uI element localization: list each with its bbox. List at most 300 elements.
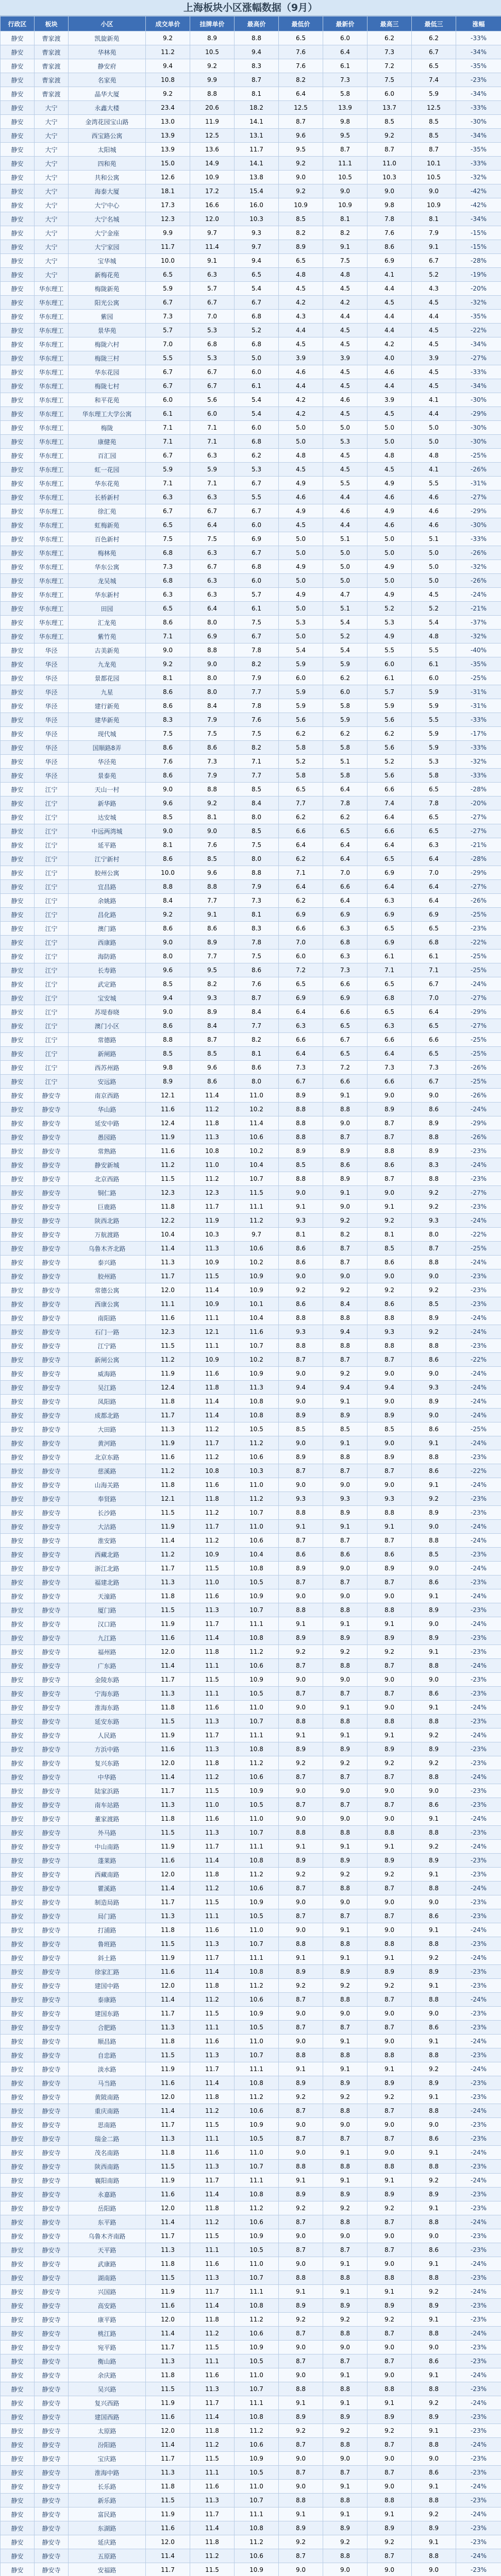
table-cell: 9.0 xyxy=(279,2229,323,2243)
table-cell: 8.9 xyxy=(279,2188,323,2201)
table-cell: 9.1 xyxy=(279,1200,323,1214)
table-cell: 9.0 xyxy=(146,1005,190,1019)
table-cell: 5.9 xyxy=(146,282,190,296)
table-cell: 4.9 xyxy=(279,477,323,490)
table-cell: 静安寺 xyxy=(35,2466,69,2480)
table-cell: 蓬莱路 xyxy=(69,1854,146,1868)
table-cell: 9.8 xyxy=(146,1061,190,1075)
table-cell: -23% xyxy=(456,1548,501,1562)
table-cell: 9.0 xyxy=(368,2035,412,2048)
table-cell: 8.7 xyxy=(323,1770,368,1784)
table-cell: 8.8 xyxy=(412,1450,456,1464)
table-cell: 9.2 xyxy=(279,2424,323,2438)
table-cell: 5.9 xyxy=(412,741,456,755)
table-cell: 11.8 xyxy=(190,1979,235,1993)
table-cell: 9.0 xyxy=(412,184,456,198)
table-cell: 静安寺 xyxy=(35,1269,69,1283)
table-cell: 8.8 xyxy=(412,2382,456,2396)
table-cell: 6.5 xyxy=(279,31,323,45)
table-cell: 静安 xyxy=(1,1687,35,1701)
table-cell: 8.5 xyxy=(190,1047,235,1061)
table-cell: -31% xyxy=(456,699,501,713)
table-cell: 8.7 xyxy=(368,1770,412,1784)
table-cell: 5.2 xyxy=(323,630,368,643)
table-cell: 11.0 xyxy=(235,2146,279,2160)
table-row xyxy=(1,45,501,59)
table-cell: 静安 xyxy=(1,1103,35,1116)
table-cell: 4.9 xyxy=(368,560,412,574)
table-cell: 11.2 xyxy=(235,1436,279,1450)
table-cell: 23.4 xyxy=(146,101,190,115)
table-row xyxy=(1,546,501,560)
table-cell: 静安 xyxy=(1,2424,35,2438)
table-cell: -27% xyxy=(456,810,501,824)
table-cell: 9.1 xyxy=(279,1520,323,1534)
table-cell: 8.8 xyxy=(235,866,279,880)
table-cell: 11.4 xyxy=(146,2215,190,2229)
table-cell: 龙吴城 xyxy=(69,574,146,588)
table-cell: 8.9 xyxy=(146,1075,190,1089)
data-table xyxy=(0,16,501,2576)
table-cell: 8.6 xyxy=(235,963,279,977)
table-cell: -23% xyxy=(456,2424,501,2438)
table-cell: 梅陇三村 xyxy=(69,351,146,365)
table-cell: -23% xyxy=(456,2466,501,2480)
table-cell: 大宁 xyxy=(35,157,69,171)
table-cell: 静安 xyxy=(1,1673,35,1687)
table-cell: 10.5 xyxy=(235,1575,279,1589)
table-row xyxy=(1,1381,501,1395)
table-cell: 9.5 xyxy=(323,129,368,143)
table-cell: 大宁 xyxy=(35,143,69,157)
table-cell: 8.9 xyxy=(412,1854,456,1868)
table-cell: 6.2 xyxy=(279,810,323,824)
table-cell: 静安寺 xyxy=(35,2257,69,2271)
table-cell: 9.1 xyxy=(412,1812,456,1826)
table-cell: 静安 xyxy=(1,184,35,198)
table-cell: 4.4 xyxy=(368,282,412,296)
table-cell: 9.3 xyxy=(412,1214,456,1228)
table-cell: 8.8 xyxy=(412,2494,456,2507)
table-cell: 8.1 xyxy=(368,1228,412,1242)
table-cell: 9.0 xyxy=(279,171,323,184)
table-cell: 静安 xyxy=(1,407,35,421)
table-cell: -19% xyxy=(456,268,501,282)
table-row xyxy=(1,2480,501,2494)
table-cell: 静安寺 xyxy=(35,2201,69,2215)
table-cell: 6.4 xyxy=(323,894,368,908)
table-cell: 9.2 xyxy=(323,1979,368,1993)
table-cell: 静安 xyxy=(1,1826,35,1840)
table-cell: 11.8 xyxy=(146,1395,190,1409)
table-cell: 9.2 xyxy=(323,2201,368,2215)
table-cell: 9.2 xyxy=(412,1325,456,1339)
table-cell: 静安 xyxy=(1,894,35,908)
table-cell: 8.7 xyxy=(190,1033,235,1047)
table-cell: -24% xyxy=(456,2396,501,2410)
table-cell: 大宁 xyxy=(35,101,69,115)
table-cell: 9.0 xyxy=(323,1784,368,1798)
table-cell: 11.2 xyxy=(235,1492,279,1506)
table-cell: 6.3 xyxy=(412,838,456,852)
table-cell: 11.9 xyxy=(146,1436,190,1450)
table-cell: 乌鲁木齐北路 xyxy=(69,1242,146,1256)
table-cell: 11.8 xyxy=(146,1812,190,1826)
table-row xyxy=(1,365,501,379)
table-cell: 5.0 xyxy=(412,574,456,588)
table-cell: 9.6 xyxy=(190,866,235,880)
table-cell: 3.9 xyxy=(412,351,456,365)
table-cell: 12.4 xyxy=(146,1116,190,1130)
table-cell: 7.0 xyxy=(279,936,323,950)
table-cell: 8.9 xyxy=(323,2410,368,2424)
table-row xyxy=(1,1436,501,1450)
table-cell: 6.2 xyxy=(323,810,368,824)
table-cell: 静安 xyxy=(1,1923,35,1937)
table-cell: 曹家渡 xyxy=(35,87,69,101)
table-cell: 静安寺 xyxy=(35,1464,69,1478)
table-row xyxy=(1,143,501,157)
table-cell: 静安寺 xyxy=(35,2521,69,2535)
table-cell: -27% xyxy=(456,824,501,838)
table-row xyxy=(1,2201,501,2215)
table-cell: 曹家渡 xyxy=(35,45,69,59)
table-cell: 静安寺 xyxy=(35,2229,69,2243)
table-cell: 静安 xyxy=(1,1395,35,1409)
table-cell: 9.4 xyxy=(146,59,190,73)
table-row xyxy=(1,2021,501,2035)
table-cell: 静安 xyxy=(1,282,35,296)
table-cell: 6.9 xyxy=(368,908,412,922)
table-cell: 静安 xyxy=(1,143,35,157)
table-cell: 4.8 xyxy=(279,268,323,282)
table-cell: 8.8 xyxy=(368,2382,412,2396)
table-cell: 6.7 xyxy=(190,365,235,379)
table-cell: 9.0 xyxy=(279,2452,323,2466)
table-cell: 6.9 xyxy=(323,991,368,1005)
table-cell: 静安 xyxy=(1,1506,35,1520)
table-cell: -24% xyxy=(456,2174,501,2188)
table-cell: 静安寺 xyxy=(35,1367,69,1381)
table-cell: 9.1 xyxy=(368,2285,412,2299)
table-cell: 11.5 xyxy=(190,2007,235,2021)
table-cell: 11.4 xyxy=(190,1089,235,1103)
table-cell: 9.0 xyxy=(279,1436,323,1450)
table-cell: 静安 xyxy=(1,810,35,824)
table-cell: 4.9 xyxy=(368,630,412,643)
table-row xyxy=(1,2410,501,2424)
table-cell: 6.7 xyxy=(146,379,190,393)
table-cell: 5.1 xyxy=(323,602,368,616)
table-cell: 8.8 xyxy=(279,1172,323,1186)
table-cell: 汇龙苑 xyxy=(69,616,146,630)
table-row xyxy=(1,838,501,852)
table-row xyxy=(1,2146,501,2160)
table-cell: 静安 xyxy=(1,588,35,602)
table-cell: 4.4 xyxy=(412,407,456,421)
table-cell: 静安寺 xyxy=(35,1728,69,1742)
table-cell: -25% xyxy=(456,1075,501,1089)
table-cell: 18.1 xyxy=(146,184,190,198)
table-row xyxy=(1,1659,501,1673)
table-cell: 11.3 xyxy=(146,2466,190,2480)
table-cell: 太阳城 xyxy=(69,143,146,157)
table-cell: 7.5 xyxy=(146,532,190,546)
table-cell: 9.1 xyxy=(279,1728,323,1742)
table-cell: 大沽路 xyxy=(69,1520,146,1534)
table-cell: 9.1 xyxy=(368,1951,412,1965)
table-cell: 9.0 xyxy=(368,1269,412,1283)
table-cell: 福州路 xyxy=(69,1645,146,1659)
table-cell: 11.3 xyxy=(190,1242,235,1256)
table-cell: 9.2 xyxy=(279,2090,323,2104)
table-cell: 9.2 xyxy=(412,2285,456,2299)
table-cell: -26% xyxy=(456,546,501,560)
table-cell: 10.6 xyxy=(235,2438,279,2452)
table-cell: 5.9 xyxy=(190,463,235,477)
table-cell: 11.5 xyxy=(146,2382,190,2396)
table-cell: 江宁 xyxy=(35,991,69,1005)
table-cell: 11.8 xyxy=(146,2146,190,2160)
table-cell: 10.6 xyxy=(235,1130,279,1144)
table-cell: 陕西北路 xyxy=(69,1214,146,1228)
table-cell: 9.4 xyxy=(279,1381,323,1395)
table-cell: 7.6 xyxy=(235,713,279,727)
table-cell: 8.9 xyxy=(323,1409,368,1422)
table-cell: 静安 xyxy=(1,1728,35,1742)
table-cell: -24% xyxy=(456,2062,501,2076)
table-cell: 9.0 xyxy=(368,1812,412,1826)
table-cell: 静安 xyxy=(1,2327,35,2341)
table-cell: -35% xyxy=(456,657,501,671)
table-cell: 6.3 xyxy=(323,950,368,963)
table-cell: 7.5 xyxy=(368,73,412,87)
table-cell: 厦门路 xyxy=(69,1603,146,1617)
table-cell: 4.5 xyxy=(368,463,412,477)
table-cell: 11.4 xyxy=(146,1770,190,1784)
table-cell: 7.5 xyxy=(235,727,279,741)
table-cell: 6.9 xyxy=(368,254,412,268)
table-cell: 9.1 xyxy=(368,1200,412,1214)
table-cell: 静安寺 xyxy=(35,2048,69,2062)
table-row xyxy=(1,1228,501,1242)
table-cell: 9.2 xyxy=(412,1756,456,1770)
table-cell: 9.1 xyxy=(412,2146,456,2160)
table-cell: 11.8 xyxy=(146,2368,190,2382)
table-cell: 徐汇苑 xyxy=(69,504,146,518)
table-cell: 11.2 xyxy=(235,1214,279,1228)
table-cell: 静安 xyxy=(1,435,35,449)
table-cell: 静安寺 xyxy=(35,2382,69,2396)
table-row xyxy=(1,1075,501,1089)
table-cell: 11.3 xyxy=(190,1937,235,1951)
table-cell: 5.4 xyxy=(323,616,368,630)
table-cell: 11.0 xyxy=(235,2257,279,2271)
table-cell: 4.5 xyxy=(368,407,412,421)
table-cell: 静安 xyxy=(1,2076,35,2090)
table-cell: 6.5 xyxy=(412,783,456,796)
table-cell: 5.3 xyxy=(190,351,235,365)
table-row xyxy=(1,2007,501,2021)
table-cell: -23% xyxy=(456,73,501,87)
table-cell: 9.1 xyxy=(323,1395,368,1409)
table-cell: -24% xyxy=(456,977,501,991)
table-cell: 7.5 xyxy=(235,838,279,852)
table-cell: -23% xyxy=(456,1297,501,1311)
table-cell: 8.9 xyxy=(279,2410,323,2424)
table-row xyxy=(1,1116,501,1130)
table-cell: -23% xyxy=(456,2410,501,2424)
table-cell: -24% xyxy=(456,1478,501,1492)
table-cell: -23% xyxy=(456,2243,501,2257)
table-cell: 8.0 xyxy=(235,810,279,824)
table-cell: 8.9 xyxy=(368,1562,412,1575)
table-cell: 9.0 xyxy=(368,1089,412,1103)
table-cell: 静安 xyxy=(1,1603,35,1617)
table-cell: 静安 xyxy=(1,1089,35,1103)
table-row xyxy=(1,2396,501,2410)
table-cell: 5.0 xyxy=(279,421,323,435)
table-row xyxy=(1,950,501,963)
table-cell: -24% xyxy=(456,1436,501,1450)
table-cell: 天平路 xyxy=(69,2243,146,2257)
table-cell: 9.0 xyxy=(368,2007,412,2021)
table-cell: 8.6 xyxy=(412,1464,456,1478)
table-cell: 8.8 xyxy=(279,2160,323,2174)
table-cell: 华东理工 xyxy=(35,421,69,435)
table-cell: 静安寺 xyxy=(35,1450,69,1464)
table-cell: 10.8 xyxy=(235,2076,279,2090)
table-cell: 静安 xyxy=(1,463,35,477)
table-cell: 11.6 xyxy=(146,2299,190,2313)
table-cell: 9.2 xyxy=(146,908,190,922)
table-cell: -22% xyxy=(456,936,501,950)
table-cell: 10.8 xyxy=(235,1965,279,1979)
table-cell: 6.8 xyxy=(190,337,235,351)
table-cell: -20% xyxy=(456,796,501,810)
table-cell: 4.4 xyxy=(368,379,412,393)
table-cell: -23% xyxy=(456,1200,501,1214)
table-cell: 静安寺 xyxy=(35,1103,69,1116)
table-cell: 8.9 xyxy=(323,1742,368,1756)
table-cell: 静安 xyxy=(1,1200,35,1214)
table-row xyxy=(1,922,501,936)
table-cell: 9.2 xyxy=(368,2090,412,2104)
table-cell: 9.1 xyxy=(368,2507,412,2521)
table-cell: -25% xyxy=(456,963,501,977)
table-cell: 华东理工 xyxy=(35,588,69,602)
table-cell: 9.0 xyxy=(412,2118,456,2132)
table-cell: 陆家浜路 xyxy=(69,1784,146,1798)
table-cell: 静安 xyxy=(1,977,35,991)
table-cell: 11.7 xyxy=(146,2341,190,2354)
table-cell: 华泾 xyxy=(35,643,69,657)
table-cell: -24% xyxy=(456,2507,501,2521)
table-cell: 11.5 xyxy=(190,1269,235,1283)
table-cell: 6.7 xyxy=(146,449,190,463)
table-row xyxy=(1,171,501,184)
table-cell: 12.0 xyxy=(146,2201,190,2215)
table-cell: 8.9 xyxy=(412,2521,456,2535)
table-cell: 8.8 xyxy=(412,1882,456,1895)
table-cell: 6.6 xyxy=(323,1075,368,1089)
table-cell: 8.7 xyxy=(368,2215,412,2229)
table-cell: 10.0 xyxy=(146,866,190,880)
table-cell: 6.4 xyxy=(323,45,368,59)
table-cell: 6.9 xyxy=(235,532,279,546)
table-cell: 常熟路 xyxy=(69,1144,146,1158)
table-cell: 9.0 xyxy=(412,1673,456,1687)
table-cell: 8.7 xyxy=(323,1464,368,1478)
table-row xyxy=(1,657,501,671)
table-cell: 江宁 xyxy=(35,783,69,796)
table-cell: 9.2 xyxy=(323,1214,368,1228)
table-cell: 11.2 xyxy=(146,45,190,59)
table-cell: 长沙路 xyxy=(69,1506,146,1520)
table-cell: -24% xyxy=(456,2549,501,2563)
table-cell: 9.0 xyxy=(279,2146,323,2160)
table-cell: 7.3 xyxy=(368,1061,412,1075)
table-cell: 静安 xyxy=(1,73,35,87)
table-cell: 9.0 xyxy=(412,2229,456,2243)
table-cell: 11.6 xyxy=(146,1631,190,1645)
table-cell: 静安寺 xyxy=(35,1826,69,1840)
table-cell: 曹家渡 xyxy=(35,59,69,73)
table-cell: 8.9 xyxy=(368,1854,412,1868)
table-cell: 新闸公寓 xyxy=(69,1353,146,1367)
table-cell: 8.7 xyxy=(368,2104,412,2118)
table-cell: 8.7 xyxy=(368,1798,412,1812)
table-cell: 8.6 xyxy=(146,852,190,866)
table-cell: 11.2 xyxy=(190,1882,235,1895)
table-cell: 9.9 xyxy=(146,226,190,240)
table-cell: 静安 xyxy=(1,1909,35,1923)
table-cell: 现代城 xyxy=(69,727,146,741)
table-cell: 8.8 xyxy=(412,1659,456,1673)
table-cell: -24% xyxy=(456,2327,501,2341)
table-cell: 5.7 xyxy=(235,588,279,602)
table-cell: 8.1 xyxy=(235,87,279,101)
table-cell: 5.6 xyxy=(190,393,235,407)
table-cell: 静安寺 xyxy=(35,1687,69,1701)
table-cell: 和平花苑 xyxy=(69,393,146,407)
table-cell: 静安寺 xyxy=(35,2132,69,2146)
table-cell: 5.6 xyxy=(368,769,412,783)
table-cell: 静安寺 xyxy=(35,2021,69,2035)
table-cell: 建行新苑 xyxy=(69,699,146,713)
table-cell: 8.8 xyxy=(190,643,235,657)
table-row xyxy=(1,1631,501,1645)
table-cell: 9.0 xyxy=(368,2118,412,2132)
table-cell: 6.5 xyxy=(279,783,323,796)
table-cell: 9.0 xyxy=(323,2229,368,2243)
table-cell: 5.0 xyxy=(323,560,368,574)
table-cell: 5.6 xyxy=(368,713,412,727)
table-cell: 8.9 xyxy=(368,1450,412,1464)
table-cell: 11.5 xyxy=(146,2494,190,2507)
table-cell: 静安寺 xyxy=(35,1742,69,1756)
table-cell: 10.6 xyxy=(235,1659,279,1673)
table-cell: 东湖路 xyxy=(69,2521,146,2535)
table-cell: -32% xyxy=(456,755,501,769)
table-row xyxy=(1,588,501,602)
table-cell: 11.3 xyxy=(146,1422,190,1436)
table-cell: 静安 xyxy=(1,1798,35,1812)
table-cell: 静安 xyxy=(1,1520,35,1534)
table-cell: 8.6 xyxy=(279,1242,323,1256)
table-cell: 静安寺 xyxy=(35,2215,69,2229)
table-cell: 方浜中路 xyxy=(69,1742,146,1756)
